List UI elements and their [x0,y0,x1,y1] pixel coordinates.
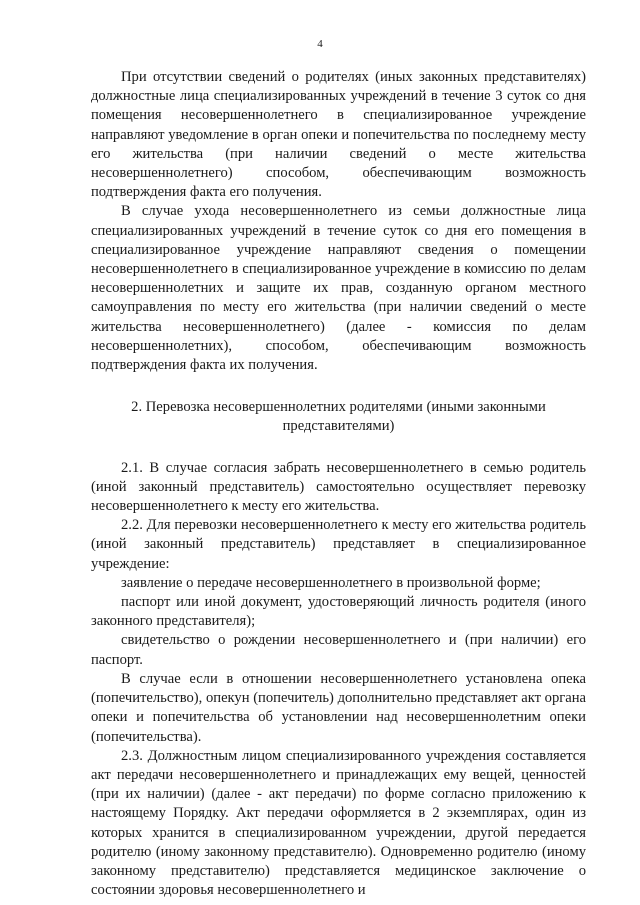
page-number: 4 [317,38,323,50]
list-item-birth-certificate: свидетельство о рождении несовершеннолетнего и (при наличии) его паспорт. [91,632,586,668]
document-body [91,68,586,900]
paragraph-guardianship: В случае если в отношении несовершеннолетнего установлена опека (попечительство), опекун (попечитель) дополнительно представляет акт органа опеки и попечительства об установлении над несовершеннолетним опеки (попечительства). [91,670,586,745]
paragraph-runaway-notification: В случае ухода несовершеннолетнего из семьи должностные лица специализированных учреждений в течение суток со дня его помещения в специализированное учреждение направляют сведения о помещении несовершеннолетнего в специализированное учреждение в комиссию по делам несовершеннолетних и защите их прав, созданную органом местного самоуправления по месту его жительства (при наличии сведений о месте жительства несовершеннолетнего) (далее - комиссия по делам несовершеннолетних), способом, обеспечивающим возможность подтверждения факта их получения. [91,203,586,374]
paragraph-2-3: 2.3. Должностным лицом специализированного учреждения составляется акт передачи несовершеннолетнего и принадлежащих ему вещей, ценностей (при их наличии) (далее - акт передачи) по форме согласно приложению к настоящему Порядку. Акт передачи оформляется в 2 экземплярах, один из которых хранится в специализированном учреждении, другой передается родителю (иному законному представителю). Одновременно родителю (иному законному представителю) представляется медицинское заключение о состоянии здоровья несовершеннолетнего и [91,747,586,899]
list-item-application: заявление о передаче несовершеннолетнего в произвольной форме; [121,574,541,591]
list-item-passport: паспорт или иной документ, удостоверяющий личность родителя (иного законного представителя); [91,594,586,630]
paragraph-2-1: 2.1. В случае согласия забрать несовершеннолетнего в семью родитель (иной законный представитель) самостоятельно осуществляет перевозку несовершеннолетнего к месту его жительства. [91,459,586,515]
paragraph-no-parents-info: При отсутствии сведений о родителях (иных законных представителях) должностные лица специализированных учреждений в течение 3 суток со дня помещения несовершеннолетнего в специализированное учреждение направляют уведомление в орган опеки и попечительства по последнему месту его жительства (при наличии сведений о месте жительства несовершеннолетнего) способом, обеспечивающим возможность подтверждения факта его получения. [91,69,586,201]
section-heading: 2. Перевозка несовершеннолетних родителями (иными законными представителями) [131,399,546,435]
paragraph-2-2: 2.2. Для перевозки несовершеннолетнего к месту его жительства родитель (иной законный представитель) представляет в специализированное учреждение: [91,517,586,572]
